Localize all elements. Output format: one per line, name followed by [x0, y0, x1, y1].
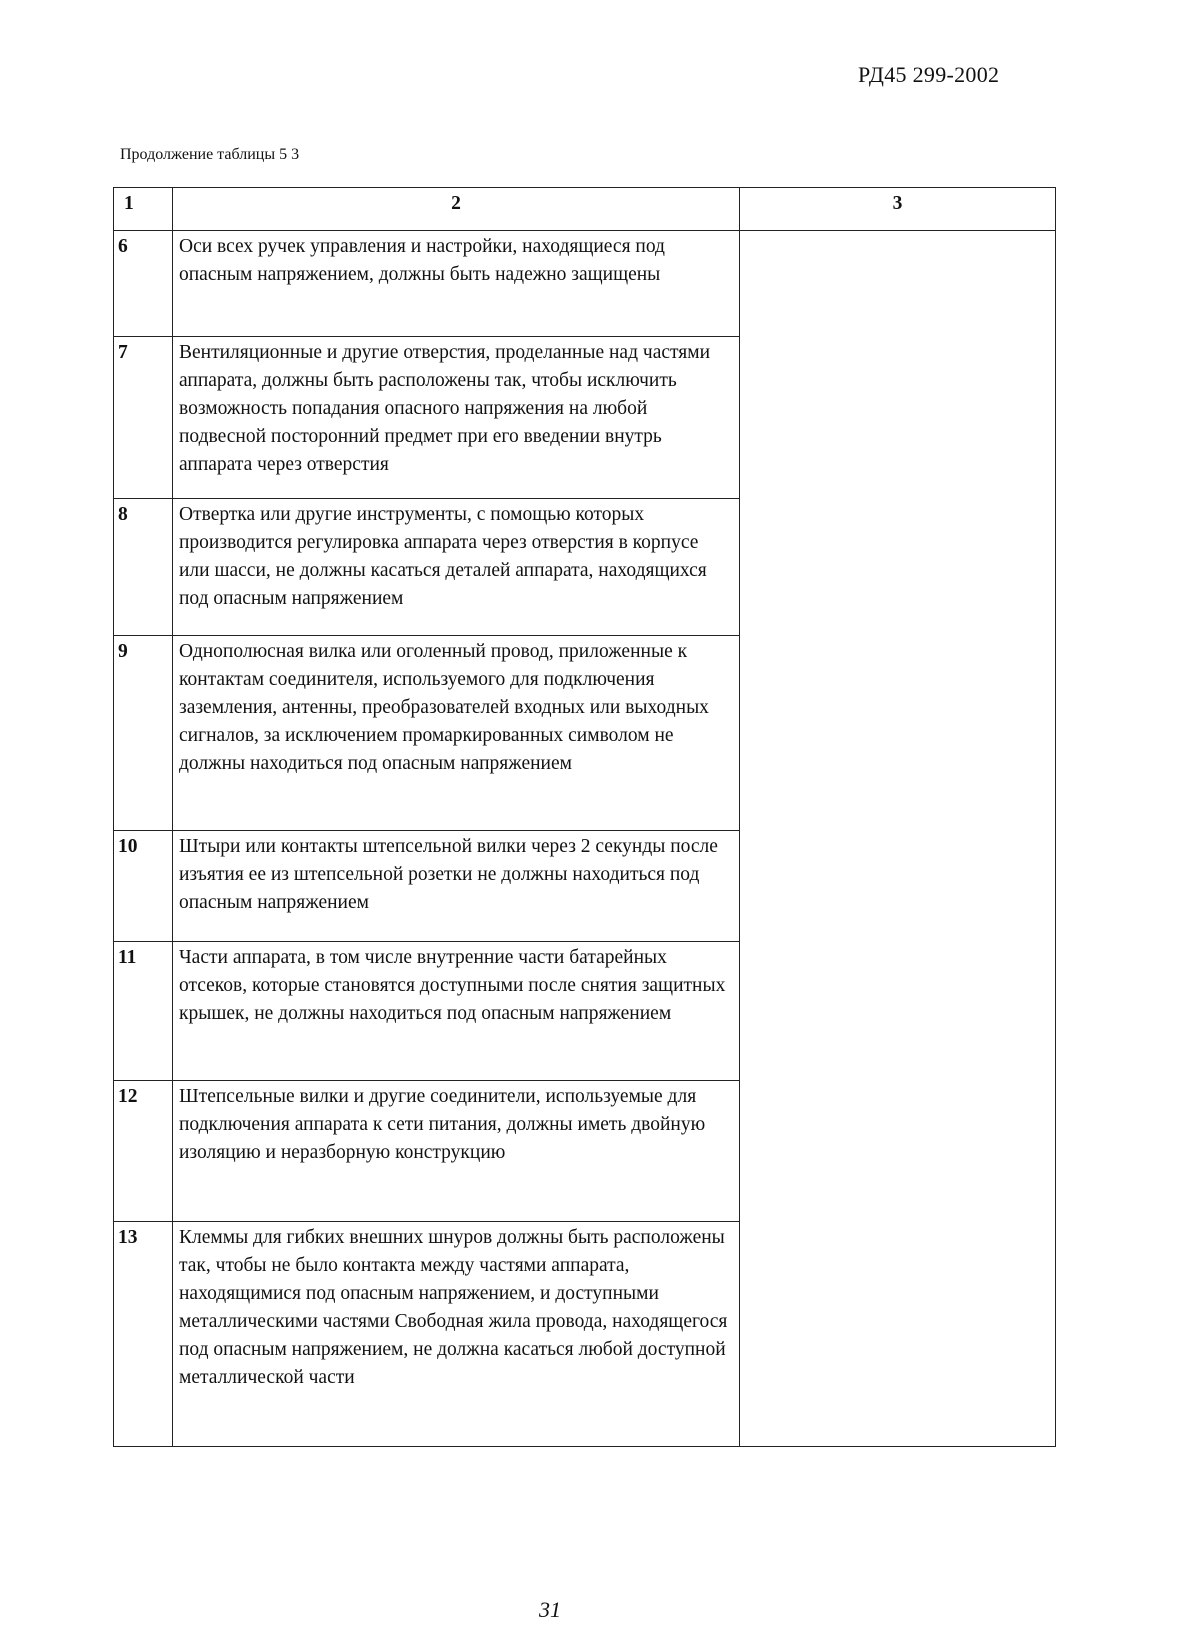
row-number: 6 — [114, 231, 173, 337]
row-text: Отвертка или другие инструменты, с помощью которых производится регулировка аппарата через отверстия в корпусе или шасси, не должны касаться деталей аппарата, находящихся под опасным напряжением — [173, 499, 740, 636]
row-number: 7 — [114, 337, 173, 499]
row-text: Оси всех ручек управления и настройки, находящиеся под опасным напряжением, должны быть надежно защищены — [173, 231, 740, 337]
row-number: 12 — [114, 1081, 173, 1222]
table-row — [114, 231, 1056, 337]
row-number: 13 — [114, 1222, 173, 1447]
document-code: РД45 299-2002 — [858, 62, 1000, 87]
row-number: 9 — [114, 636, 173, 831]
row-text: Штыри или контакты штепсельной вилки через 2 секунды после изъятия ее из штепсельной розетки не должны находиться под опасным напряжением — [173, 831, 740, 942]
column-header-3: 3 — [740, 188, 1056, 231]
row-text: Однополюсная вилка или оголенный провод, приложенные к контактам соединителя, используемого для подключения заземления, антенны, преобразователей входных или выходных сигналов, за исключением промаркированных символом не должны находиться под опасным напряжением — [173, 636, 740, 831]
row-number: 11 — [114, 942, 173, 1081]
table-header-row — [114, 188, 1056, 231]
row-text: Штепсельные вилки и другие соединители, используемые для подключения аппарата к сети питания, должны иметь двойную изоляцию и неразборную конструкцию — [173, 1081, 740, 1222]
table-caption: Продолжение таблицы 5 3 — [120, 146, 300, 163]
row-number: 10 — [114, 831, 173, 942]
row-text: Клеммы для гибких внешних шнуров должны быть расположены так, чтобы не было контакта между частями аппарата, находящимися под опасным напряжением, и доступными металлическими частями Свободная жила провода, находящегося под опасным напряжением, не должна касаться любой доступной металлической части — [173, 1222, 740, 1447]
row-text: Части аппарата, в том числе внутренние части батарейных отсеков, которые становятся доступными после снятия защитных крышек, не должны находиться под опасным напряжением — [173, 942, 740, 1081]
page-number: 31 — [539, 1597, 561, 1622]
column-header-2: 2 — [173, 188, 740, 231]
requirements-table — [113, 187, 1056, 1447]
row-text: Вентиляционные и другие отверстия, проделанные над частями аппарата, должны быть расположены так, чтобы исключить возможность попадания опасного напряжения на любой подвесной посторонний предмет при его введении внутрь аппарата через отверстия — [173, 337, 740, 499]
column-3-cell — [740, 231, 1056, 1447]
column-header-1: 1 — [114, 188, 173, 231]
row-number: 8 — [114, 499, 173, 636]
